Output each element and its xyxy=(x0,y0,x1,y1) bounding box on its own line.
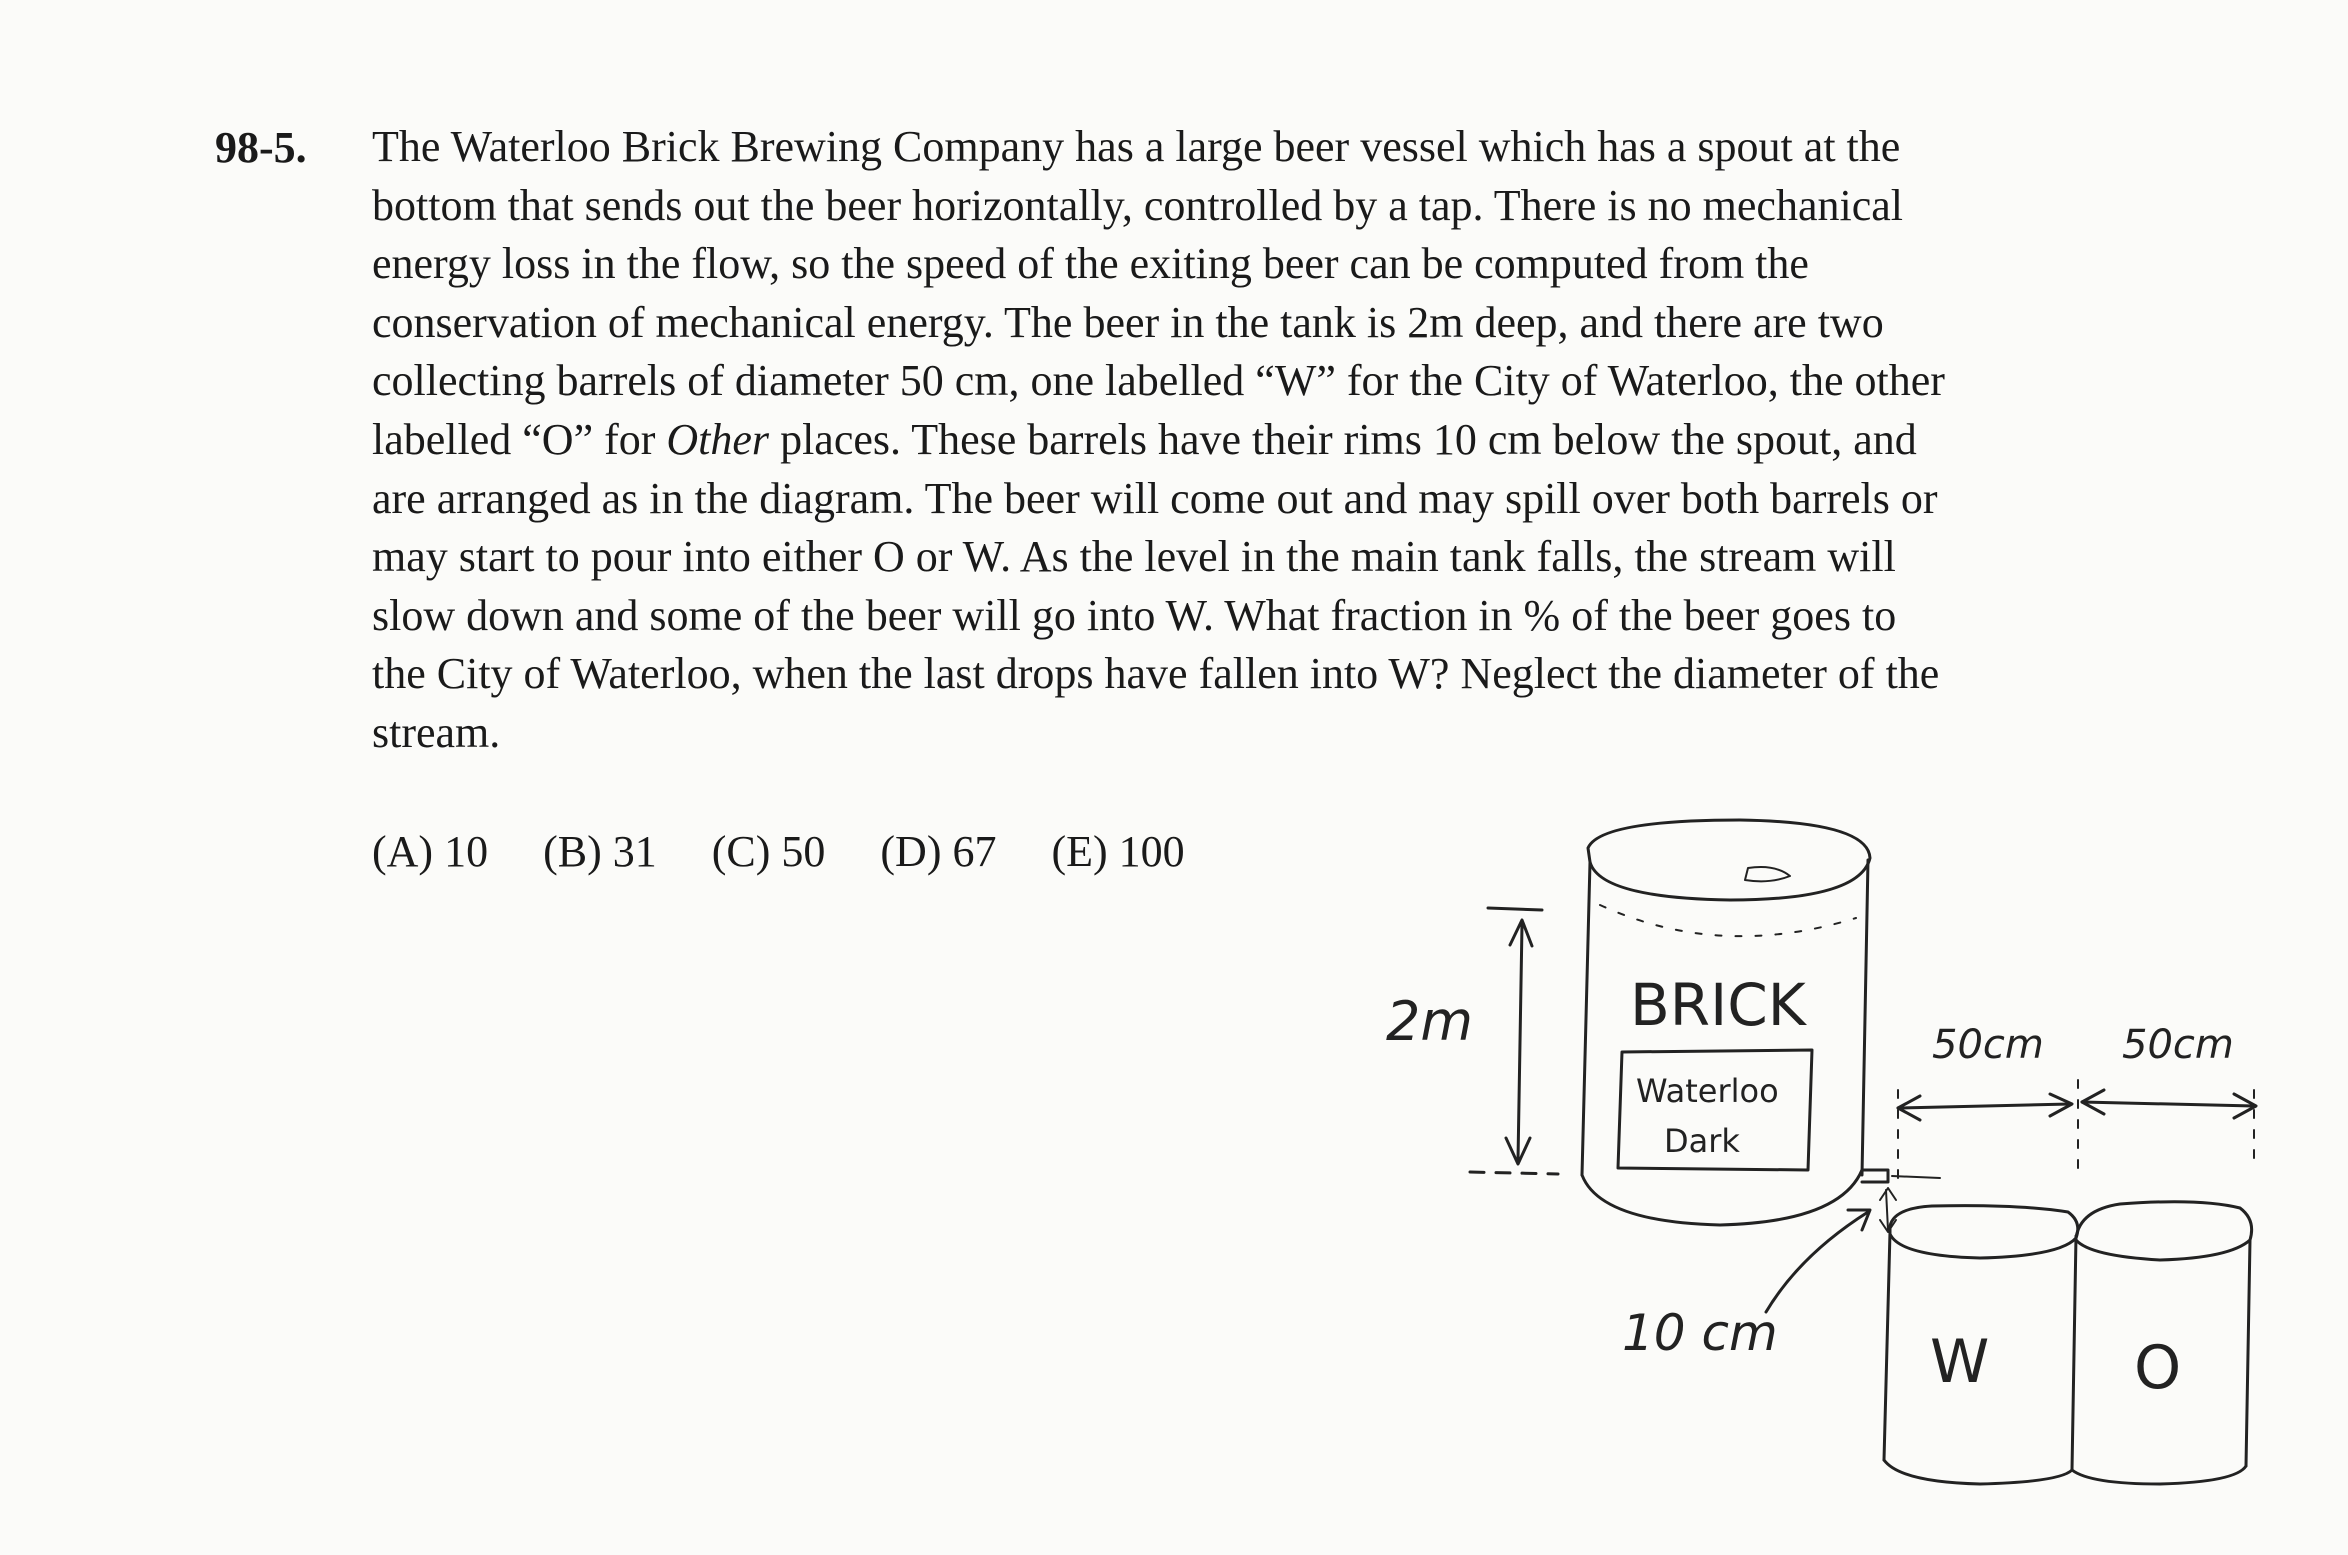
problem-line: The Waterloo Brick Brewing Company has a large beer vessel which has a spout at the xyxy=(372,122,1901,171)
rim-gap-line xyxy=(1886,1190,1888,1230)
top-level-line xyxy=(1488,908,1542,910)
height-label: 10 cm xyxy=(1622,1304,1778,1362)
problem-number: 98-5. xyxy=(215,123,307,172)
width-arrow-2 xyxy=(2082,1102,2254,1106)
problem-line: are arranged as in the diagram. The beer will come out and may spill over both barrels or xyxy=(372,473,1938,523)
tank-label-line1: Waterloo xyxy=(1636,1072,1779,1110)
depth-label: 2m xyxy=(1386,990,1473,1053)
choice-d[interactable]: (D) 67 xyxy=(880,827,997,876)
problem-line: bottom that sends out the beer horizontally, controlled by a tap. There is no mechanical xyxy=(372,180,1903,230)
width-dimensions xyxy=(1898,1022,2256,1190)
tank-rim xyxy=(1588,820,1870,900)
tank-bottom xyxy=(1582,1170,1862,1225)
choice-b[interactable]: (B) 31 xyxy=(543,827,657,876)
width-arrow-1 xyxy=(1898,1104,2070,1108)
italic-other: Other xyxy=(666,414,770,464)
width-label-w: 50cm xyxy=(1932,1022,2044,1068)
line-post: places. These barrels have their rims 10 cm below the spout, and xyxy=(769,414,1917,464)
barrel-w-right xyxy=(2072,1236,2076,1470)
problem-line: may start to pour into either O or W. As the level in the main tank falls, the stream will xyxy=(372,532,1896,582)
stream-line xyxy=(1892,1176,1940,1178)
choice-e[interactable]: (E) 100 xyxy=(1051,827,1185,876)
barrel-o xyxy=(2072,1202,2252,1484)
barrel-w-label: W xyxy=(1930,1327,1990,1397)
beer-tank xyxy=(1582,820,1870,1225)
barrel-w-rim xyxy=(1890,1206,2078,1258)
choice-a[interactable]: (A) 10 xyxy=(372,827,489,876)
tank-label-line2: Dark xyxy=(1664,1122,1740,1160)
tank-right-wall xyxy=(1862,860,1868,1175)
tank-brand: BRICK xyxy=(1630,971,1806,1039)
barrel-w-left xyxy=(1884,1232,1890,1460)
beer-surface-mark xyxy=(1745,867,1790,881)
problem-line: the City of Waterloo, when the last drops have fallen into W? Neglect the diameter of the xyxy=(372,649,1940,699)
barrel-o-label: O xyxy=(2134,1333,2182,1403)
pointer-line xyxy=(1766,1212,1868,1312)
bottom-level-line xyxy=(1470,1172,1558,1174)
barrel-w-bottom xyxy=(1884,1460,2072,1484)
problem-line: energy loss in the flow, so the speed of the exiting beer can be computed from the xyxy=(372,239,1809,289)
rim-gap-arrow-up xyxy=(1880,1188,1896,1200)
choice-c[interactable]: (C) 50 xyxy=(711,827,826,876)
barrel-o-right xyxy=(2246,1240,2250,1466)
line-pre: labelled “O” for xyxy=(372,414,667,464)
tank-left-wall xyxy=(1582,862,1590,1175)
spout xyxy=(1862,1170,1940,1232)
width-label-o: 50cm xyxy=(2122,1022,2234,1068)
problem-line: collecting barrels of diameter 50 cm, one labelled “W” for the City of Waterloo, the other xyxy=(372,356,1945,406)
problem-line: stream. xyxy=(372,707,501,757)
beer-level-line xyxy=(1600,905,1856,936)
depth-arrow-shaft xyxy=(1518,925,1522,1160)
barrel-o-rim xyxy=(2076,1202,2252,1260)
problem-line: slow down and some of the beer will go into W. What fraction in % of the beer goes to xyxy=(372,590,1897,640)
depth-dimension xyxy=(1386,908,1558,1174)
height-pointer xyxy=(1622,1210,1870,1362)
spout-pipe xyxy=(1862,1170,1888,1182)
barrel-w xyxy=(1884,1206,2078,1484)
problem-line: conservation of mechanical energy. The beer in the tank is 2m deep, and there are two xyxy=(372,297,1884,347)
barrel-o-bottom xyxy=(2072,1466,2246,1484)
